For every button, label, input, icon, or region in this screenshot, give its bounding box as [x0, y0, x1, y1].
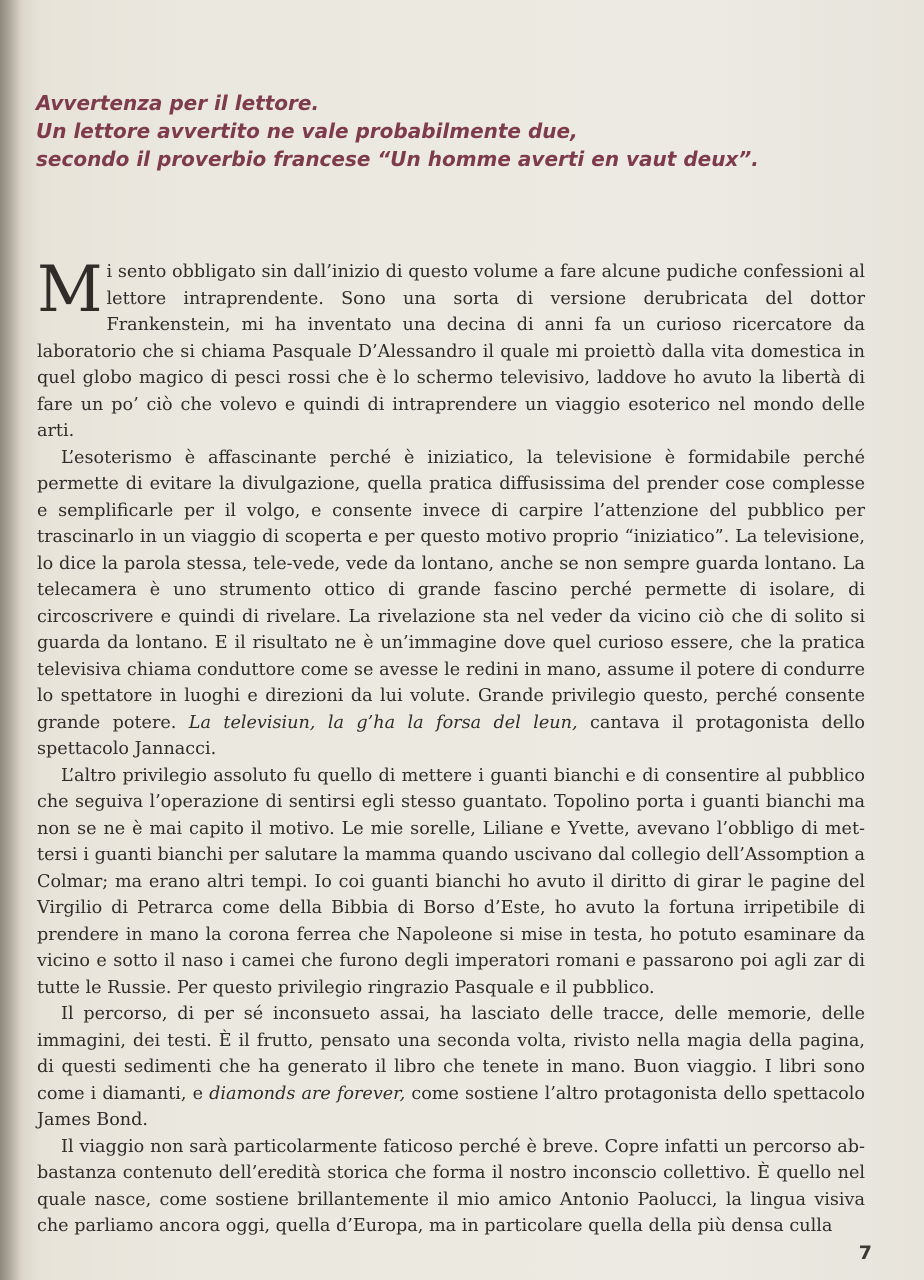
paragraph-5-text: Il viaggio non sarà particolarmente faticoso perché è breve. Copre infatti un percorso abbastanza contenuto dell’eredità storica che forma il nostro inconscio collettivo. È quello nel quale nasce, come sostiene brillantemente il mio amico Antonio Paolucci, la lingua visiva che parliamo ancora oggi, quella d’Europa, ma in particolare quella della più densa culla	[37, 1136, 865, 1236]
paragraph-2-tail: cantava il protagonista dello spettacolo Jannacci.	[37, 712, 865, 759]
heading-line-3: secondo il proverbio francese “Un homme averti en vaut deux”.	[36, 147, 759, 171]
heading-line-2: Un lettore avvertito ne vale probabilmente due,	[36, 119, 578, 143]
paragraph-3	[37, 763, 865, 1002]
paragraph-5	[37, 1134, 865, 1240]
binding-shadow	[0, 0, 22, 1280]
paragraph-4-italic-quote: diamonds are forever,	[209, 1083, 406, 1104]
paragraph-3-text: L’altro privilegio assoluto fu quello di mettere i guanti bianchi e di consentire al pubblico che seguiva l’operazione di sentirsi egli stesso guantato. Topolino porta i guanti bianchi ma non se ne è mai capito il motivo. Le mie sorelle, Liliane e Yvette, avevano l’obbligo di mettersi i guanti bianchi per salutare la mamma quando uscivano dal collegio dell’Assomption a Colmar; ma erano altri tempi. Io coi guanti bianchi ho avuto il diritto di girar le pagine del Virgilio di Petrarca come della Bibbia di Borso d’Este, ho avuto la fortuna irripetibile di prendere in mano la corona ferrea che Napoleone si mise in testa, ho potuto esaminare da vicino e sotto il naso i camei che furono degli imperatori romani e passarono poi agli zar di tutte le Russie. Per questo privilegio ringrazio Pasquale e il pubblico.	[37, 765, 865, 998]
paragraph-4	[37, 1001, 865, 1134]
paragraph-4-text: Il percorso, di per sé inconsueto assai, ha lasciato delle tracce, delle memorie, delle immagini, dei testi. È il frutto, pensato una seconda volta, rivisto nella magia della pagina, di questi sedimenti che ha generato il libro che tenete in mano. Buon viaggio. I libri sono come i diamanti, e	[37, 1004, 865, 1104]
paragraph-2	[37, 445, 865, 763]
paragraph-1	[37, 253, 865, 445]
page-number: 7	[858, 1242, 872, 1264]
paragraph-1-text: i sento obbligato sin dall’inizio di questo volume a fare alcune pudiche confessioni al lettore intraprendente. Sono una sorta di versione derubricata del dottor Frankenstein, mi ha inventato una decina di anni fa un curioso ricercatore da laboratorio che si chiama Pasquale D’Alessandro il quale mi proiettò dalla vita domestica in quel globo magico di pesci rossi che è lo schermo televisivo, laddove ho avuto la libertà di fare un po’ ciò che volevo e quindi di intraprendere un viaggio esoterico nel mondo delle arti.	[37, 262, 865, 441]
reader-notice-heading	[36, 89, 896, 173]
drop-cap: M	[37, 253, 103, 327]
paragraph-4-tail: come sostiene l’altro protagonista dello spettacolo James Bond.	[37, 1083, 865, 1130]
body-text	[37, 253, 865, 1240]
paragraph-2-italic-quote: La televisiun, la g’ha la forsa del leun,	[188, 712, 578, 733]
heading-line-1: Avvertenza per il lettore.	[36, 91, 320, 115]
paragraph-2-text: L’esoterismo è affascinante perché è iniziatico, la televisione è formidabile perché permette di evitare la divulgazione, quella pratica diffusissima del prender cose complesse e semplificarle per il volgo, e consente invece di carpire l’attenzione del pubblico per trascinarlo in un viaggio di scoperta e per questo motivo proprio “iniziatico”. La televisione, lo dice la parola stessa, tele-vede, vede da lontano, anche se non sempre guarda lontano. La telecamera è uno strumento ottico di grande fascino perché permette di isolare, di circoscrivere e quindi di rivelare. La rivelazione sta nel veder da vicino ciò che di solito si guarda da lontano. E il risultato ne è un’immagine dove quel curioso essere, che la pratica televisiva chiama conduttore come se avesse le redini in mano, assume il potere di condurre lo spettatore in luoghi e direzioni da lui volute. Grande privilegio questo, perché consente grande potere.	[37, 447, 865, 733]
